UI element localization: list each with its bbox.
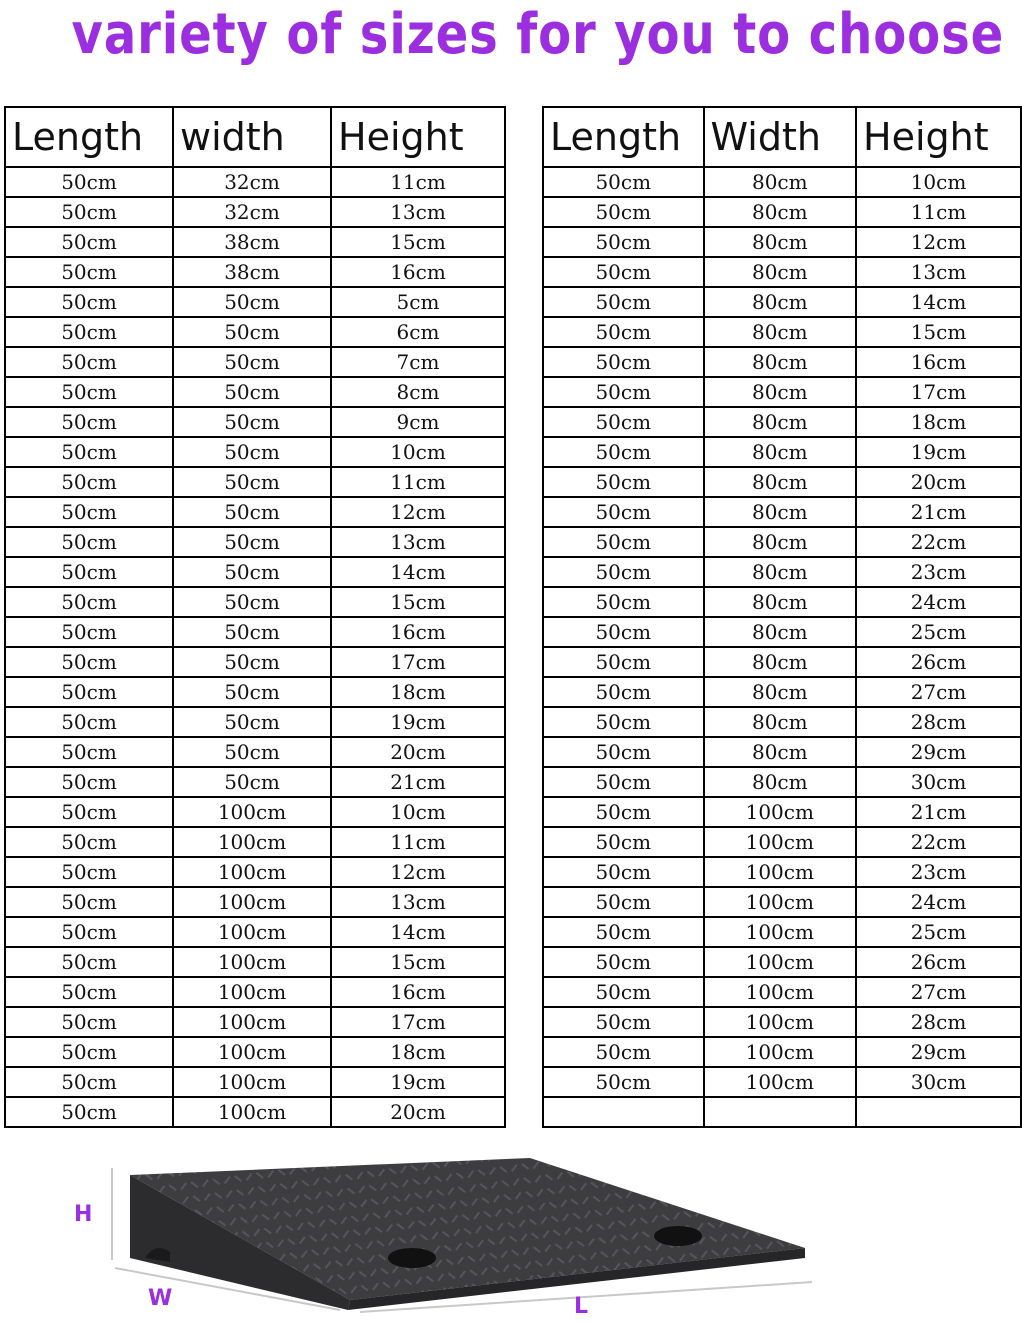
length-cell: 50cm xyxy=(5,677,173,707)
height-cell: 25cm xyxy=(856,617,1021,647)
height-cell: 13cm xyxy=(331,527,505,557)
table-row xyxy=(543,197,1021,227)
width-cell: 50cm xyxy=(173,527,331,557)
length-cell: 50cm xyxy=(543,1037,704,1067)
column-header-height: Height xyxy=(856,107,1021,167)
length-cell: 50cm xyxy=(5,1067,173,1097)
table-row xyxy=(543,167,1021,197)
length-cell: 50cm xyxy=(543,197,704,227)
ramp-image xyxy=(60,1140,840,1318)
width-cell: 80cm xyxy=(704,407,857,437)
height-cell: 11cm xyxy=(331,467,505,497)
length-cell: 50cm xyxy=(543,437,704,467)
table-row xyxy=(5,587,505,617)
height-cell: 15cm xyxy=(331,947,505,977)
column-header-width: width xyxy=(173,107,331,167)
length-cell: 50cm xyxy=(5,437,173,467)
column-header-height: Height xyxy=(331,107,505,167)
width-cell: 100cm xyxy=(704,977,857,1007)
height-cell: 7cm xyxy=(331,347,505,377)
length-cell: 50cm xyxy=(543,1007,704,1037)
length-cell: 50cm xyxy=(5,947,173,977)
table-row xyxy=(5,497,505,527)
table-row xyxy=(543,737,1021,767)
width-cell: 32cm xyxy=(173,197,331,227)
width-cell: 80cm xyxy=(704,707,857,737)
width-cell: 80cm xyxy=(704,377,857,407)
table-row xyxy=(543,617,1021,647)
table-row xyxy=(543,947,1021,977)
width-cell: 80cm xyxy=(704,467,857,497)
length-cell: 50cm xyxy=(5,467,173,497)
width-cell: 80cm xyxy=(704,197,857,227)
height-cell: 18cm xyxy=(331,1037,505,1067)
width-cell: 80cm xyxy=(704,647,857,677)
length-cell: 50cm xyxy=(543,617,704,647)
height-cell: 12cm xyxy=(331,497,505,527)
width-cell: 50cm xyxy=(173,467,331,497)
length-cell: 50cm xyxy=(5,227,173,257)
width-cell: 100cm xyxy=(173,977,331,1007)
height-cell: 25cm xyxy=(856,917,1021,947)
length-cell: 50cm xyxy=(5,527,173,557)
width-cell: 38cm xyxy=(173,227,331,257)
table-row xyxy=(5,257,505,287)
length-cell: 50cm xyxy=(5,497,173,527)
length-cell: 50cm xyxy=(543,407,704,437)
table-row xyxy=(543,527,1021,557)
height-cell: 28cm xyxy=(856,707,1021,737)
table-row xyxy=(5,197,505,227)
width-cell: 80cm xyxy=(704,527,857,557)
width-cell: 100cm xyxy=(173,1067,331,1097)
width-cell: 50cm xyxy=(173,557,331,587)
width-cell: 80cm xyxy=(704,167,857,197)
length-cell: 50cm xyxy=(543,317,704,347)
height-cell: 20cm xyxy=(331,1097,505,1127)
length-cell: 50cm xyxy=(543,347,704,377)
height-cell: 24cm xyxy=(856,887,1021,917)
size-table-right xyxy=(542,106,1022,1128)
table-row xyxy=(543,977,1021,1007)
length-cell: 50cm xyxy=(543,557,704,587)
width-cell: 100cm xyxy=(173,917,331,947)
width-cell: 80cm xyxy=(704,227,857,257)
length-cell: 50cm xyxy=(543,227,704,257)
width-cell: 80cm xyxy=(704,437,857,467)
table-row xyxy=(543,497,1021,527)
height-cell: 16cm xyxy=(331,977,505,1007)
height-cell: 21cm xyxy=(856,497,1021,527)
length-cell: 50cm xyxy=(5,857,173,887)
table-row xyxy=(543,1097,1021,1127)
table-row xyxy=(5,317,505,347)
length-cell: 50cm xyxy=(5,887,173,917)
width-cell: 50cm xyxy=(173,587,331,617)
width-cell: 50cm xyxy=(173,677,331,707)
height-cell: 18cm xyxy=(331,677,505,707)
width-cell: 100cm xyxy=(704,947,857,977)
height-cell: 28cm xyxy=(856,1007,1021,1037)
height-cell: 23cm xyxy=(856,557,1021,587)
length-cell: 50cm xyxy=(543,167,704,197)
length-cell: 50cm xyxy=(5,977,173,1007)
height-cell: 16cm xyxy=(331,257,505,287)
height-cell: 16cm xyxy=(856,347,1021,377)
width-cell: 50cm xyxy=(173,647,331,677)
table-row xyxy=(543,857,1021,887)
width-cell: 50cm xyxy=(173,407,331,437)
length-cell: 50cm xyxy=(5,647,173,677)
length-cell: 50cm xyxy=(5,407,173,437)
height-cell: 26cm xyxy=(856,647,1021,677)
table-row xyxy=(543,767,1021,797)
table-row xyxy=(5,467,505,497)
width-cell: 100cm xyxy=(173,797,331,827)
table-row xyxy=(543,227,1021,257)
length-cell: 50cm xyxy=(543,527,704,557)
table-row xyxy=(5,677,505,707)
height-cell: 15cm xyxy=(856,317,1021,347)
length-cell: 50cm xyxy=(543,827,704,857)
width-cell: 80cm xyxy=(704,737,857,767)
table-row xyxy=(543,317,1021,347)
height-cell: 13cm xyxy=(331,887,505,917)
table-row xyxy=(543,557,1021,587)
table-row xyxy=(5,227,505,257)
length-cell: 50cm xyxy=(543,767,704,797)
height-cell: 27cm xyxy=(856,977,1021,1007)
length-cell: 50cm xyxy=(543,737,704,767)
height-cell: 29cm xyxy=(856,737,1021,767)
table-row xyxy=(543,587,1021,617)
column-header-length: Length xyxy=(543,107,704,167)
width-cell: 100cm xyxy=(704,917,857,947)
length-cell: 50cm xyxy=(5,1097,173,1127)
width-cell: 50cm xyxy=(173,287,331,317)
table-row xyxy=(5,1067,505,1097)
length-cell: 50cm xyxy=(5,767,173,797)
length-cell: 50cm xyxy=(543,377,704,407)
table-row xyxy=(543,257,1021,287)
width-cell: 100cm xyxy=(704,1007,857,1037)
page-title: variety of sizes for you to choose xyxy=(71,2,1005,67)
height-cell: 30cm xyxy=(856,767,1021,797)
height-cell: 24cm xyxy=(856,587,1021,617)
table-row xyxy=(5,1037,505,1067)
height-cell: 30cm xyxy=(856,1067,1021,1097)
table-row xyxy=(5,287,505,317)
length-cell: 50cm xyxy=(543,497,704,527)
width-cell: 80cm xyxy=(704,317,857,347)
table-row xyxy=(5,527,505,557)
width-cell: 50cm xyxy=(173,377,331,407)
width-cell: 100cm xyxy=(173,1037,331,1067)
length-cell: 50cm xyxy=(5,617,173,647)
table-row xyxy=(5,827,505,857)
table-row xyxy=(5,917,505,947)
table-row xyxy=(5,797,505,827)
length-cell: 50cm xyxy=(543,887,704,917)
width-cell: 50cm xyxy=(173,617,331,647)
height-cell: 21cm xyxy=(331,767,505,797)
height-cell: 18cm xyxy=(856,407,1021,437)
width-cell: 80cm xyxy=(704,587,857,617)
height-cell: 10cm xyxy=(856,167,1021,197)
length-cell: 50cm xyxy=(5,707,173,737)
height-cell: 19cm xyxy=(331,1067,505,1097)
table-row xyxy=(5,947,505,977)
table-row xyxy=(543,797,1021,827)
length-cell: 50cm xyxy=(543,677,704,707)
width-cell: 100cm xyxy=(173,947,331,977)
table-row xyxy=(543,437,1021,467)
width-cell: 50cm xyxy=(173,767,331,797)
height-cell: 11cm xyxy=(331,167,505,197)
width-label: W xyxy=(148,1286,173,1311)
width-cell: 100cm xyxy=(173,887,331,917)
length-cell: 50cm xyxy=(543,947,704,977)
width-cell: 80cm xyxy=(704,677,857,707)
height-cell: 12cm xyxy=(856,227,1021,257)
length-cell: 50cm xyxy=(5,587,173,617)
height-cell: 10cm xyxy=(331,797,505,827)
length-cell: 50cm xyxy=(5,167,173,197)
width-cell: 50cm xyxy=(173,497,331,527)
table-row xyxy=(5,617,505,647)
length-label: L xyxy=(574,1294,589,1319)
length-cell: 50cm xyxy=(543,857,704,887)
length-cell: 50cm xyxy=(543,467,704,497)
table-row xyxy=(5,437,505,467)
table-row xyxy=(5,1007,505,1037)
table-row xyxy=(543,827,1021,857)
width-cell: 50cm xyxy=(173,317,331,347)
width-cell: 80cm xyxy=(704,287,857,317)
length-cell: 50cm xyxy=(5,797,173,827)
width-cell: 100cm xyxy=(704,857,857,887)
width-cell: 100cm xyxy=(173,827,331,857)
height-cell: 17cm xyxy=(856,377,1021,407)
length-cell: 50cm xyxy=(5,377,173,407)
height-cell: 26cm xyxy=(856,947,1021,977)
length-cell: 50cm xyxy=(543,707,704,737)
width-cell: 80cm xyxy=(704,497,857,527)
table-row xyxy=(543,707,1021,737)
table-row xyxy=(5,707,505,737)
table-row xyxy=(543,677,1021,707)
table-row xyxy=(543,917,1021,947)
length-cell: 50cm xyxy=(543,977,704,1007)
table-row xyxy=(5,737,505,767)
length-cell: 50cm xyxy=(543,587,704,617)
table-row xyxy=(5,767,505,797)
width-cell: 100cm xyxy=(173,857,331,887)
height-cell: 11cm xyxy=(331,827,505,857)
width-cell: 80cm xyxy=(704,617,857,647)
length-cell: 50cm xyxy=(5,317,173,347)
size-table-left xyxy=(4,106,506,1128)
height-cell: 16cm xyxy=(331,617,505,647)
width-cell: 100cm xyxy=(704,797,857,827)
width-cell: 50cm xyxy=(173,347,331,377)
width-cell: 100cm xyxy=(704,827,857,857)
length-cell: 50cm xyxy=(543,647,704,677)
table-row xyxy=(5,647,505,677)
table-row xyxy=(5,1097,505,1127)
table-row xyxy=(543,647,1021,677)
width-cell: 100cm xyxy=(704,1037,857,1067)
width-cell: 50cm xyxy=(173,737,331,767)
column-header-width: Width xyxy=(704,107,857,167)
height-cell: 15cm xyxy=(331,587,505,617)
height-label: H xyxy=(74,1202,93,1227)
height-cell: 14cm xyxy=(856,287,1021,317)
ramp-diagram xyxy=(60,1140,840,1318)
length-cell: 50cm xyxy=(5,737,173,767)
width-cell xyxy=(704,1097,857,1127)
height-cell: 9cm xyxy=(331,407,505,437)
height-cell: 10cm xyxy=(331,437,505,467)
length-cell: 50cm xyxy=(543,917,704,947)
length-cell: 50cm xyxy=(543,797,704,827)
height-cell: 8cm xyxy=(331,377,505,407)
table-row xyxy=(5,977,505,1007)
table-row xyxy=(5,887,505,917)
width-cell: 100cm xyxy=(173,1007,331,1037)
table-row xyxy=(543,1037,1021,1067)
table-row xyxy=(5,167,505,197)
table-row xyxy=(5,377,505,407)
length-cell: 50cm xyxy=(5,1037,173,1067)
width-cell: 32cm xyxy=(173,167,331,197)
table-row xyxy=(5,407,505,437)
width-cell: 80cm xyxy=(704,257,857,287)
width-cell: 80cm xyxy=(704,347,857,377)
length-cell: 50cm xyxy=(5,197,173,227)
width-cell: 80cm xyxy=(704,767,857,797)
width-cell: 80cm xyxy=(704,557,857,587)
table-row xyxy=(5,347,505,377)
height-cell: 17cm xyxy=(331,647,505,677)
height-cell: 21cm xyxy=(856,797,1021,827)
height-cell: 6cm xyxy=(331,317,505,347)
table-row xyxy=(543,1067,1021,1097)
table-row xyxy=(543,347,1021,377)
height-cell: 22cm xyxy=(856,827,1021,857)
height-cell xyxy=(856,1097,1021,1127)
height-cell: 14cm xyxy=(331,917,505,947)
height-cell: 14cm xyxy=(331,557,505,587)
width-cell: 100cm xyxy=(704,1067,857,1097)
width-cell: 100cm xyxy=(173,1097,331,1127)
height-cell: 20cm xyxy=(331,737,505,767)
height-cell: 23cm xyxy=(856,857,1021,887)
table-row xyxy=(543,467,1021,497)
height-cell: 12cm xyxy=(331,857,505,887)
width-cell: 38cm xyxy=(173,257,331,287)
height-cell: 17cm xyxy=(331,1007,505,1037)
length-cell: 50cm xyxy=(5,827,173,857)
length-cell: 50cm xyxy=(5,917,173,947)
width-cell: 50cm xyxy=(173,707,331,737)
height-cell: 19cm xyxy=(331,707,505,737)
height-cell: 27cm xyxy=(856,677,1021,707)
table-row xyxy=(5,857,505,887)
height-cell: 11cm xyxy=(856,197,1021,227)
table-row xyxy=(543,887,1021,917)
length-cell: 50cm xyxy=(543,1067,704,1097)
column-header-length: Length xyxy=(5,107,173,167)
length-cell: 50cm xyxy=(5,1007,173,1037)
length-cell xyxy=(543,1097,704,1127)
table-row xyxy=(5,557,505,587)
table-row xyxy=(543,407,1021,437)
height-cell: 13cm xyxy=(331,197,505,227)
table-row xyxy=(543,377,1021,407)
width-cell: 100cm xyxy=(704,887,857,917)
length-cell: 50cm xyxy=(5,557,173,587)
width-cell: 50cm xyxy=(173,437,331,467)
length-cell: 50cm xyxy=(543,287,704,317)
length-cell: 50cm xyxy=(5,257,173,287)
table-row xyxy=(543,287,1021,317)
height-cell: 22cm xyxy=(856,527,1021,557)
length-cell: 50cm xyxy=(5,347,173,377)
length-cell: 50cm xyxy=(5,287,173,317)
height-cell: 15cm xyxy=(331,227,505,257)
height-cell: 13cm xyxy=(856,257,1021,287)
height-cell: 29cm xyxy=(856,1037,1021,1067)
height-cell: 20cm xyxy=(856,467,1021,497)
height-cell: 5cm xyxy=(331,287,505,317)
table-row xyxy=(543,1007,1021,1037)
length-cell: 50cm xyxy=(543,257,704,287)
height-cell: 19cm xyxy=(856,437,1021,467)
